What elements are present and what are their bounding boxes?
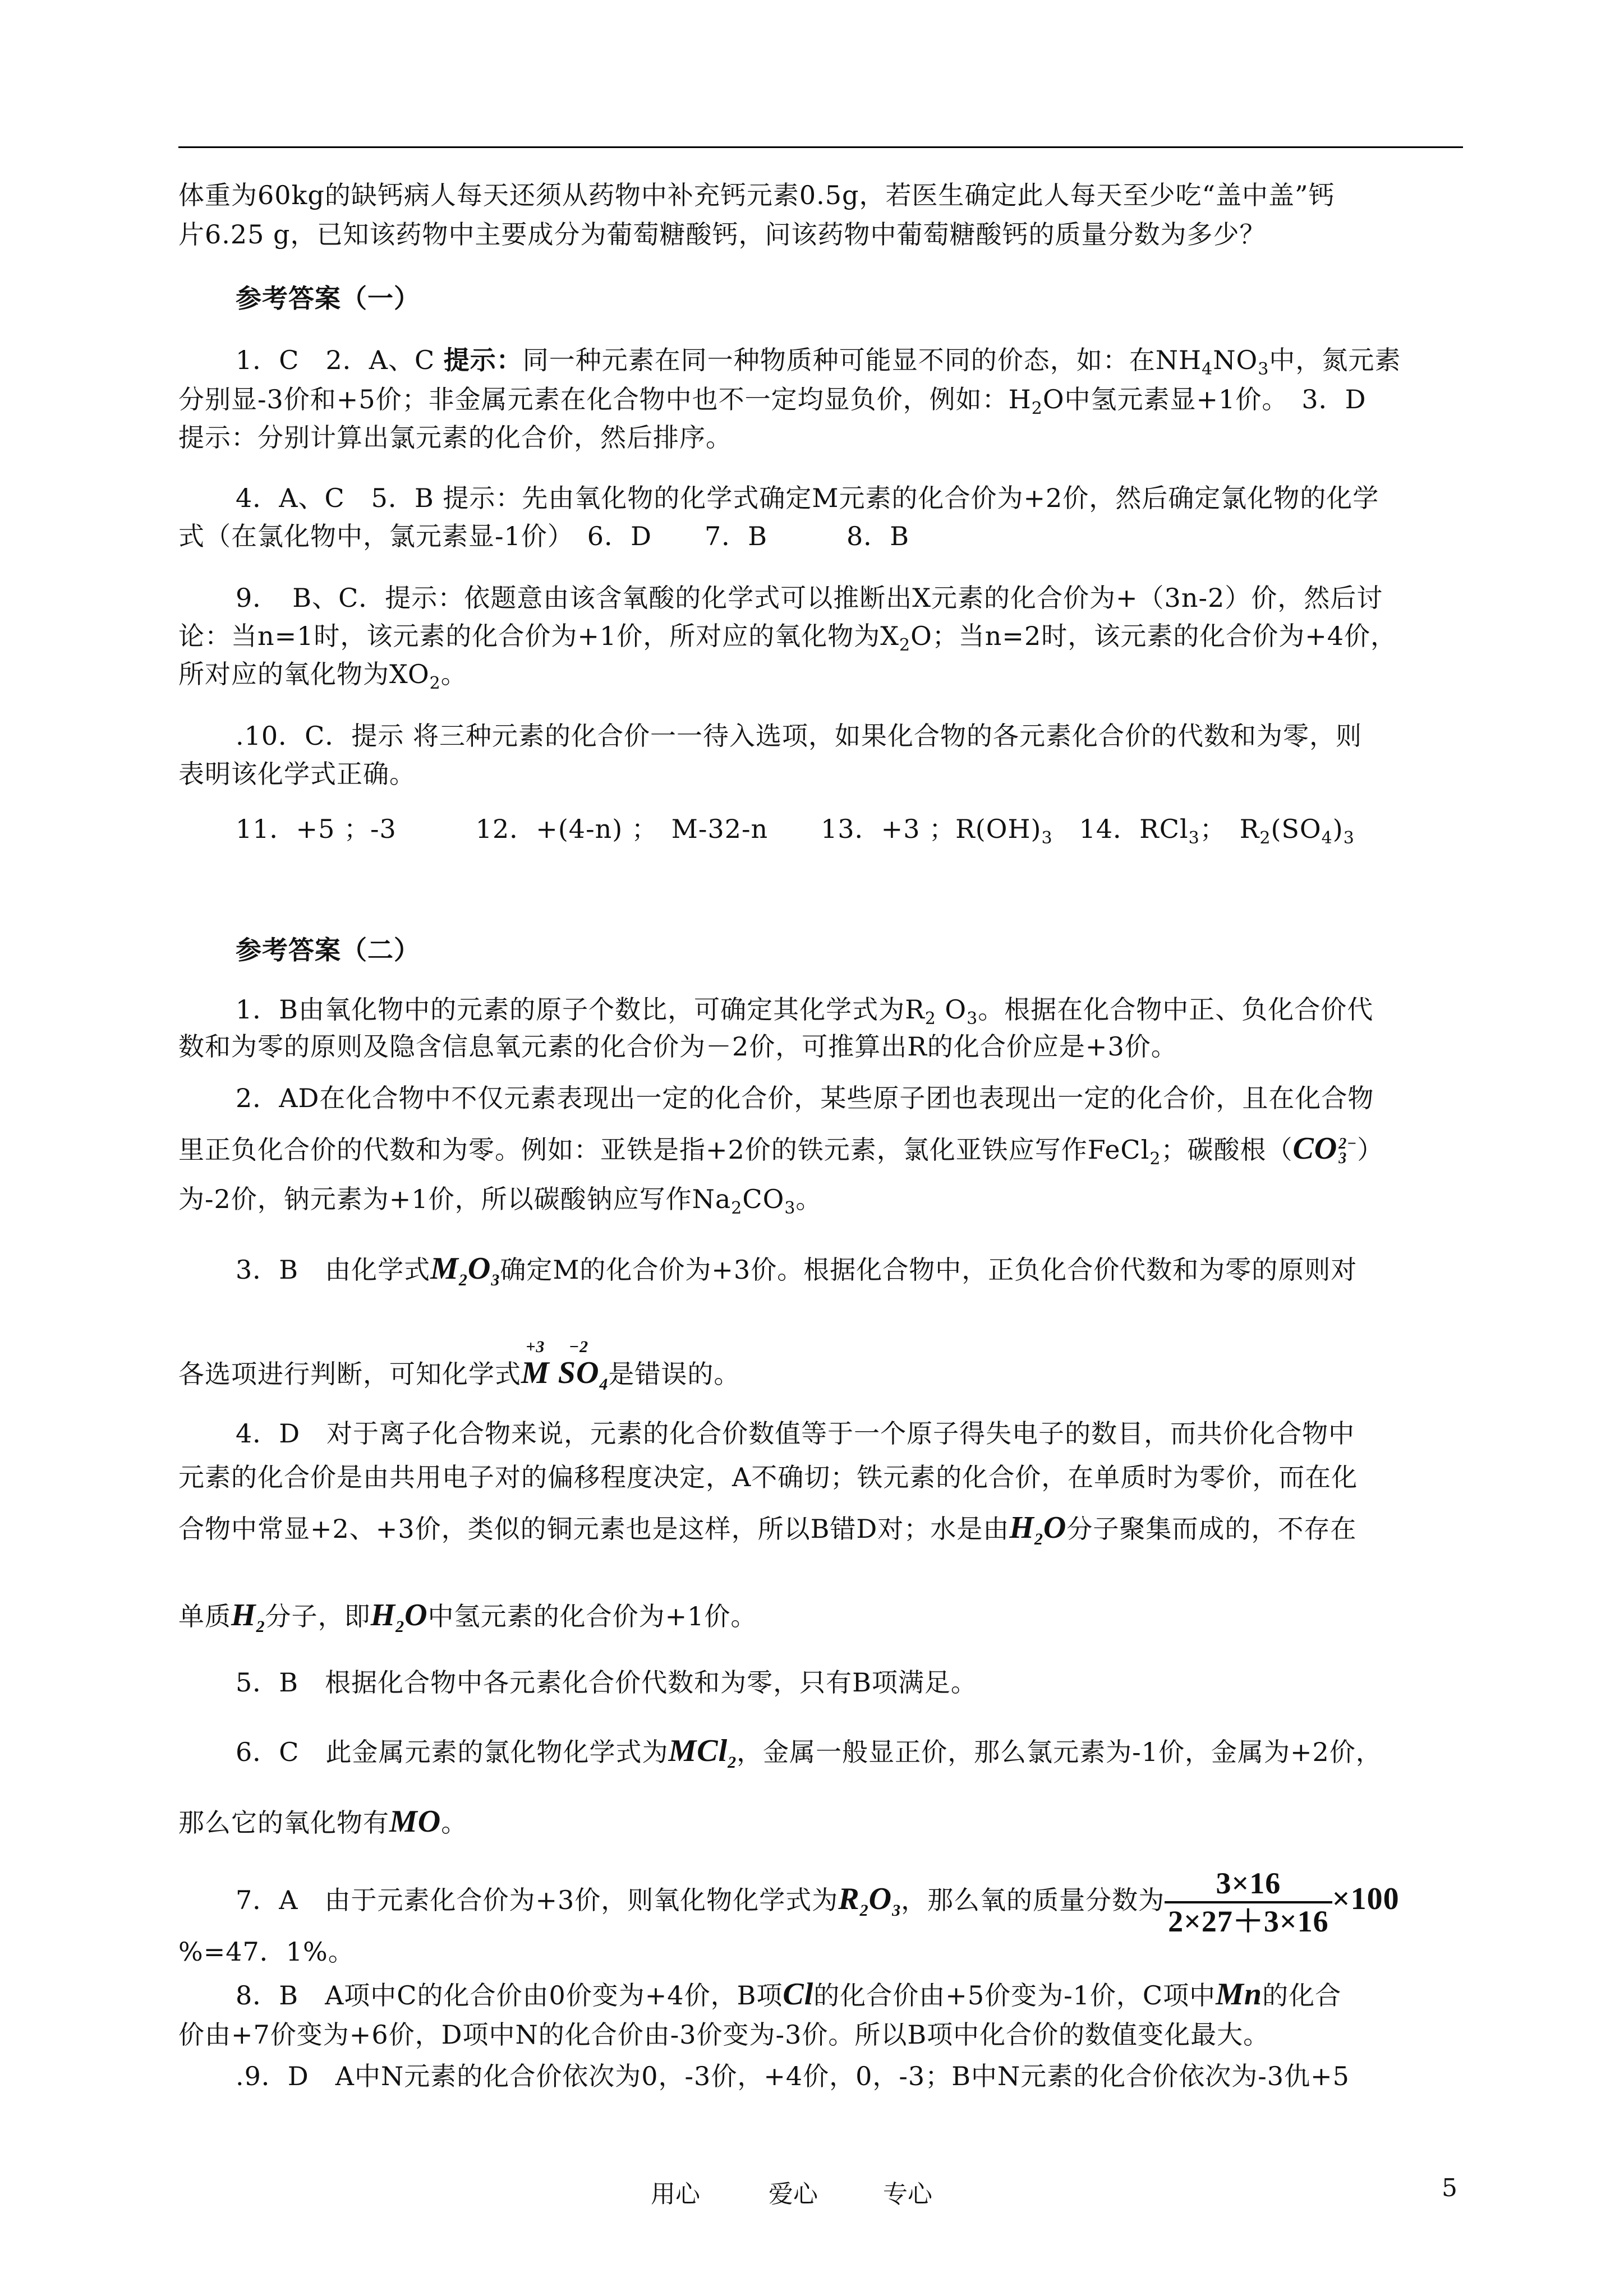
s2-answer-8-line-1: 8．B A项中C的化合价由0价变为+4价，B项Cl的化合价由+5价变为-1价，C项中Mn的化合 [236, 1977, 1342, 2012]
s2-answer-2-line-2: 里正负化合价的代数和为零。例如：亚铁是指+2价的铁元素，氯化亚铁应写作FeCl$_2$；碳酸根（CO 2− 3 ） [178, 1131, 1384, 1169]
answer-1-line-2: 分别显-3价和+5价；非金属元素在化合物中也不一定均显负价，例如：$H_2O$中氢元素显+1价。 3．D [178, 384, 1367, 419]
answer-9-line-1: 9． B、C．提示：依题意由该含氧酸的化学式可以推断出X元素的化合价为+（3n-2）价，然后讨 [236, 583, 1383, 613]
answer-4-line-1: 4．A、C 5．B 提示：先由氧化物的化学式确定M元素的化合价为+2价，然后确定氯化物的化学 [236, 483, 1379, 513]
s2-answer-6-line-2: 那么它的氧化物有MO。 [178, 1804, 468, 1839]
formula-mcl2: MCl$_2$ [668, 1733, 737, 1772]
s2-answer-1-line-2: 数和为零的原则及隐含信息氧元素的化合价为－2价，可推算出R的化合价应是+3价。 [178, 1031, 1177, 1062]
s2-answer-4-line-1: 4．D 对于离子化合物来说，元素的化合价数值等于一个原子得失电子的数目，而共价化合物中 [236, 1418, 1355, 1449]
s2-answer-7-line-2: %=47．1%。 [178, 1937, 355, 1967]
footer-motto-3: 专心 [883, 2180, 932, 2209]
symbol-mn: Mn [1216, 1977, 1263, 2012]
s2-answer-9: .9．D A中N元素的化合价依次为0，-3价，+4价，0，-3；B中N元素的化合价依次为-3仇+5 [236, 2061, 1350, 2091]
intro-line-2: 片6.25 g，已知该药物中主要成分为葡萄糖酸钙，问该药物中葡萄糖酸钙的质量分数为多少？ [178, 219, 1266, 250]
formula-h2o: $H_2O$ [1009, 1510, 1067, 1549]
answer-1-line-3: 提示：分别计算出氯元素的化合价，然后排序。 [178, 422, 732, 453]
carbonate-formula: CO 2− 3 [1292, 1131, 1358, 1168]
footer-motto-2: 爱心 [769, 2180, 818, 2209]
formula-mo: MO [389, 1804, 441, 1839]
section-title-2: 参考答案（二） [236, 935, 420, 965]
footer-motto-1: 用心 [651, 2180, 700, 2209]
oxygen-fraction: $\frac{3\times 16}{2\times 27+3\times 16}$ [1165, 1865, 1332, 1939]
symbol-cl: Cl [783, 1977, 814, 2012]
formula-h2o: $H_2O$ [370, 1598, 428, 1636]
s2-answer-1-line-1: 1．B由氧化物中的元素的原子个数比，可确定其化学式为$R_2$ $O_3$。根据在化合物中正、负化合价代 [236, 994, 1374, 1029]
section-title-1: 参考答案（一） [236, 283, 420, 313]
formula-h2: $H_2$ [231, 1598, 265, 1636]
answer-10-line-2: 表明该化学式正确。 [178, 759, 416, 789]
formula-mso4: +3 M −2 $SO_4$ [521, 1338, 609, 1394]
formula-m2o3: $M_2O_3$ [430, 1251, 500, 1290]
s2-answer-6-line-1: 6．C 此金属元素的氯化物化学式为MCl$_2$，金属一般显正价，那么氯元素为-1价，金属为+2价， [236, 1733, 1382, 1772]
s2-answer-2-line-3: 为-2价，钠元素为+1价，所以碳酸钠应写作$Na_2CO_3$。 [178, 1184, 822, 1219]
s2-answer-4-line-2: 元素的化合价是由共用电子对的偏移程度决定，A不确切；铁元素的化合价，在单质时为零价，而在化 [178, 1462, 1358, 1492]
answer-11-14-line: 11．+5 ；-3 12．+(4-n) ； M-32-n 13．+3 ；$R(OH)_3$ 14．RCl$_3$； $R_2(SO_4)_3$ [236, 814, 1355, 849]
answer-9-line-3: 所对应的氧化物为$XO_2$。 [178, 659, 467, 694]
s2-answer-8-line-2: 价由+7价变为+6价，D项中N的化合价由-3价变为-3价。所以B项中化合价的数值变化最大。 [178, 2020, 1270, 2050]
s2-answer-5: 5．B 根据化合物中各元素化合价代数和为零，只有B项满足。 [236, 1667, 977, 1698]
s2-answer-2-line-1: 2．AD在化合物中不仅元素表现出一定的化合价，某些原子团也表现出一定的化合价，且在化合物 [236, 1083, 1374, 1113]
intro-line-1: 体重为60kg的缺钙病人每天还须从药物中补充钙元素0.5g，若医生确定此人每天至少吃“盖中盖”钙 [178, 180, 1335, 210]
s2-answer-3-line-1: 3．B 由化学式$M_2O_3$确定M的化合价为+3价。根据化合物中，正负化合价代数和为零的原则对 [236, 1251, 1358, 1290]
answer-4-line-2: 式（在氯化物中，氯元素显-1价） 6．D 7．B 8．B [178, 521, 910, 551]
s2-answer-7-line-1: 7．A 由于元素化合价为+3价，则氧化物化学式为$R_2O_3$，那么氧的质量分数为 $\frac{3\times 16}{2\times 27+3\times 16}$ ×100 [236, 1866, 1400, 1938]
s2-answer-4-line-3: 合物中常显+2、+3价，类似的铜元素也是这样，所以B错D对；水是由$H_2O$分子聚集而成的，不存在 [178, 1510, 1357, 1549]
answer-10-line-1: .10．C．提示 将三种元素的化合价一一待入选项，如果化合物的各元素化合价的代数和为零，则 [236, 721, 1362, 751]
s2-answer-4-line-4: 单质$H_2$分子，即$H_2O$中氢元素的化合价为+1价。 [178, 1598, 757, 1636]
s2-answer-3-line-2: 各选项进行判断，可知化学式 +3 M −2 $SO_4$是错误的。 [178, 1338, 740, 1394]
answer-9-line-2: 论：当n=1时，该元素的化合价为+1价，所对应的氧化物为$X_2O$；当n=2时，该元素的化合价为+4价， [178, 621, 1397, 656]
answer-1-line-1: 1．C 2．A、C 提示：同一种元素在同一种物质种可能显不同的价态，如：在$NH_4NO_3$中，氮元素 [236, 345, 1401, 380]
header-rule [178, 146, 1463, 148]
page-number: 5 [1442, 2174, 1457, 2202]
formula-r2o3: $R_2O_3$ [838, 1882, 901, 1920]
